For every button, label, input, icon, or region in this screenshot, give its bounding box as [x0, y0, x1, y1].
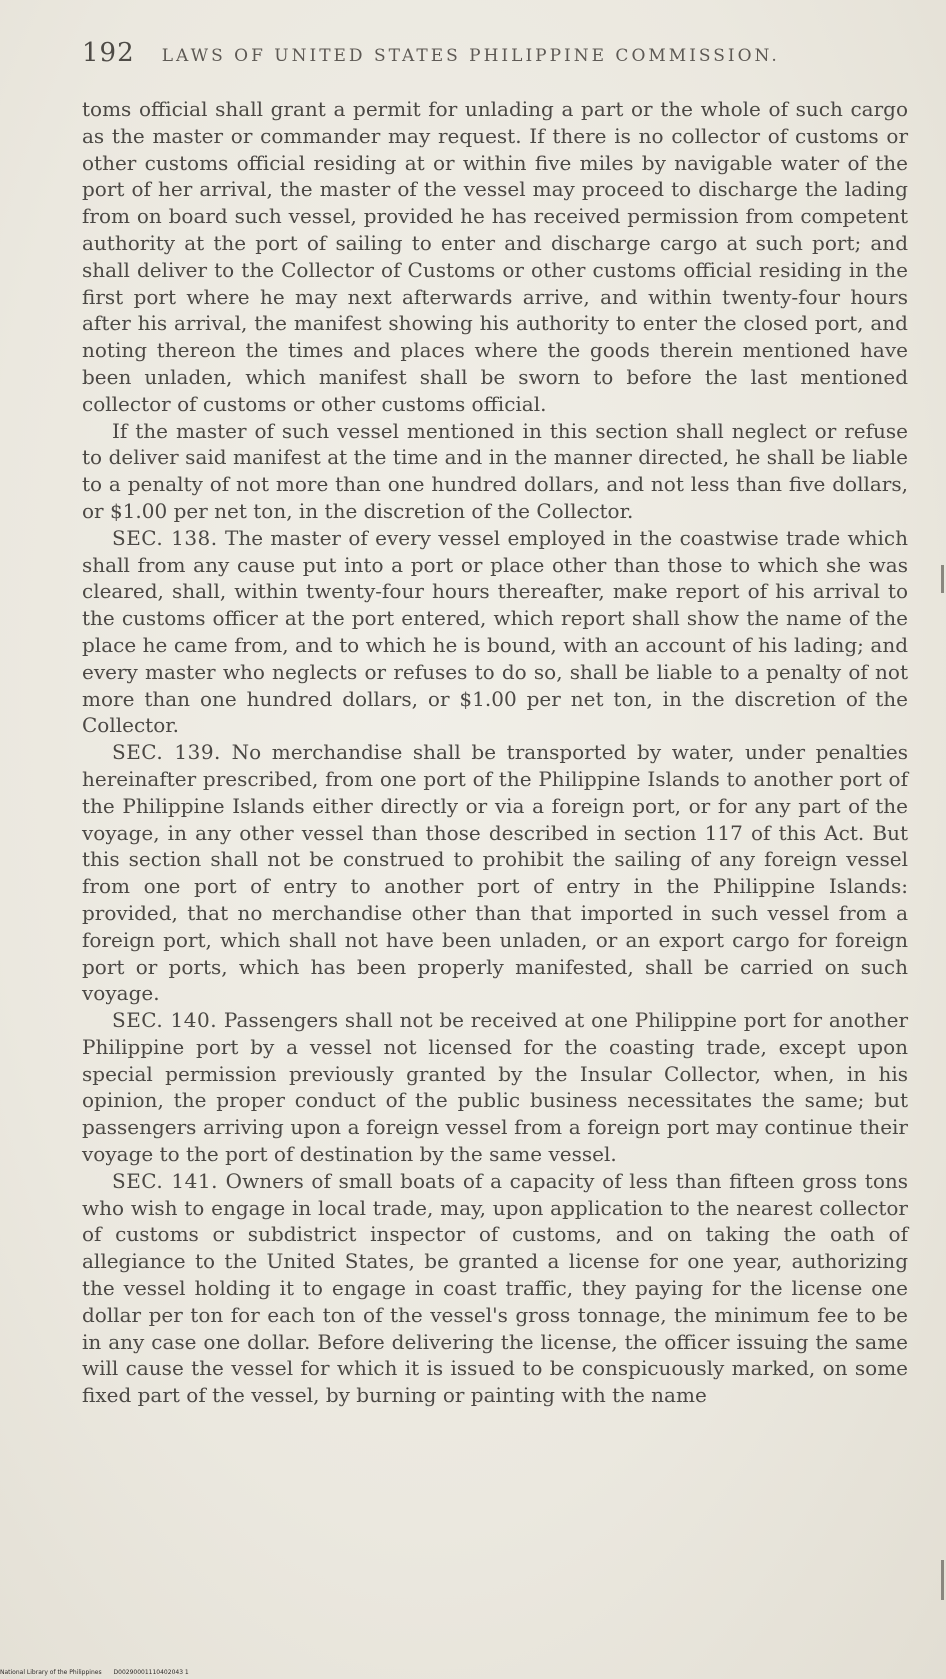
section-number: SEC. 139.: [112, 740, 221, 765]
paragraph-text: No merchandise shall be transported by water, under penalties hereinafter prescribed, from one port of the Philippine Islands to another port of the Philippine Islands either directly or via a foreign port, or for any part of the voyage, in any other vessel than those described in section 117 of this Act. But this section shall not be construed to prohibit the sailing of any foreign vessel from one port of entry to another port of entry in the Philippine Islands: provided, that no merchandise other than that imported in such vessel from a foreign port, which shall not have been unladen, or an export cargo for foreign port or ports, which has been properly manifested, shall be carried on such voyage.: [82, 740, 909, 1006]
section-number: SEC. 141.: [112, 1168, 218, 1193]
paragraph-continuation: [82, 96, 908, 418]
paragraph-text: toms official shall grant a permit for unlading a part or the whole of such cargo as the master or commander may request. If there is no collector of customs or other customs official residing at or within five miles by navigable water of the port of her arrival, the master of the vessel may proceed to discharge the lading from on board such vessel, provided he has received permission from competent authority at the port of sailing to enter and discharge cargo at such port; and shall deliver to the Collector of Customs or other customs official residing in the first port where he may next afterwards arrive, and within twenty-four hours after his arrival, the manifest showing his authority to enter the closed port, and noting thereon the times and places where the goods therein mentioned have been unladen, which manifest shall be sworn to before the last mentioned collector of customs or other customs official.: [82, 97, 908, 416]
page-edge-mark: [941, 565, 944, 593]
paragraph-text: Owners of small boats of a capacity of less than fifteen gross tons who wish to engage in local trade, may, upon application to the nearest collector of customs or subdistrict inspector of customs, and on taking the oath of allegiance to the United States, be granted a license for one year, authorizing the vessel holding it to engage in coast traffic, they paying for the license one dollar per ton for each ton of the vessel's gross tonnage, the minimum fee to be in any case one dollar. Before delivering the license, the officer issuing the same will cause the vessel for which it is issued to be conspicuously marked, on some fixed part of the vessel, by burning or painting with the name: [82, 1168, 909, 1408]
page-number: 192: [82, 38, 135, 68]
scan-footer: [0, 1667, 946, 1679]
section-138: [82, 525, 908, 739]
paragraph-text: The master of every vessel employed in the coastwise trade which shall from any cause put into a port or place other than those to which she was cleared, shall, within twenty-four hours thereafter, make report of his arrival to the customs officer at the port entered, which report shall show the name of the place he came from, and to which he is bound, with an account of his lading; and every master who neglects or refuses to do so, shall be liable to a penalty of not more than one hundred dollars, or $1.00 per net ton, in the discretion of the Collector.: [82, 525, 909, 738]
section-number: SEC. 140.: [112, 1008, 218, 1033]
paragraph-text: Passengers shall not be received at one Philippine port for another Philippine port by a vessel not licensed for the coasting trade, except upon special permission previously granted by the Insular Collector, when, in his opinion, the proper conduct of the public business necessitates the same; but passengers arriving upon a foreign vessel from a foreign port may continue their voyage to the port of destination by the same vessel.: [82, 1008, 908, 1167]
section-number: SEC. 138.: [112, 525, 218, 550]
section-139: [82, 739, 908, 1007]
section-140: [82, 1007, 908, 1168]
scan-identifier: D00290001110402043 1: [113, 1669, 189, 1676]
running-title: LAWS OF UNITED STATES PHILIPPINE COMMISSION.: [161, 46, 780, 66]
page-header: [82, 38, 912, 78]
body-text: [82, 96, 908, 1409]
library-credit: National Library of the Philippines: [0, 1669, 102, 1676]
paragraph-penalty: [82, 418, 908, 525]
paragraph-text: If the master of such vessel mentioned in this section shall neglect or refuse to deliver said manifest at the time and in the manner directed, he shall be liable to a penalty of not more than one hundred dollars, and not less than five dollars, or $1.00 per net ton, in the discretion of the Collector.: [82, 418, 908, 523]
page-edge-mark: [941, 1560, 944, 1600]
section-141: [82, 1168, 908, 1409]
